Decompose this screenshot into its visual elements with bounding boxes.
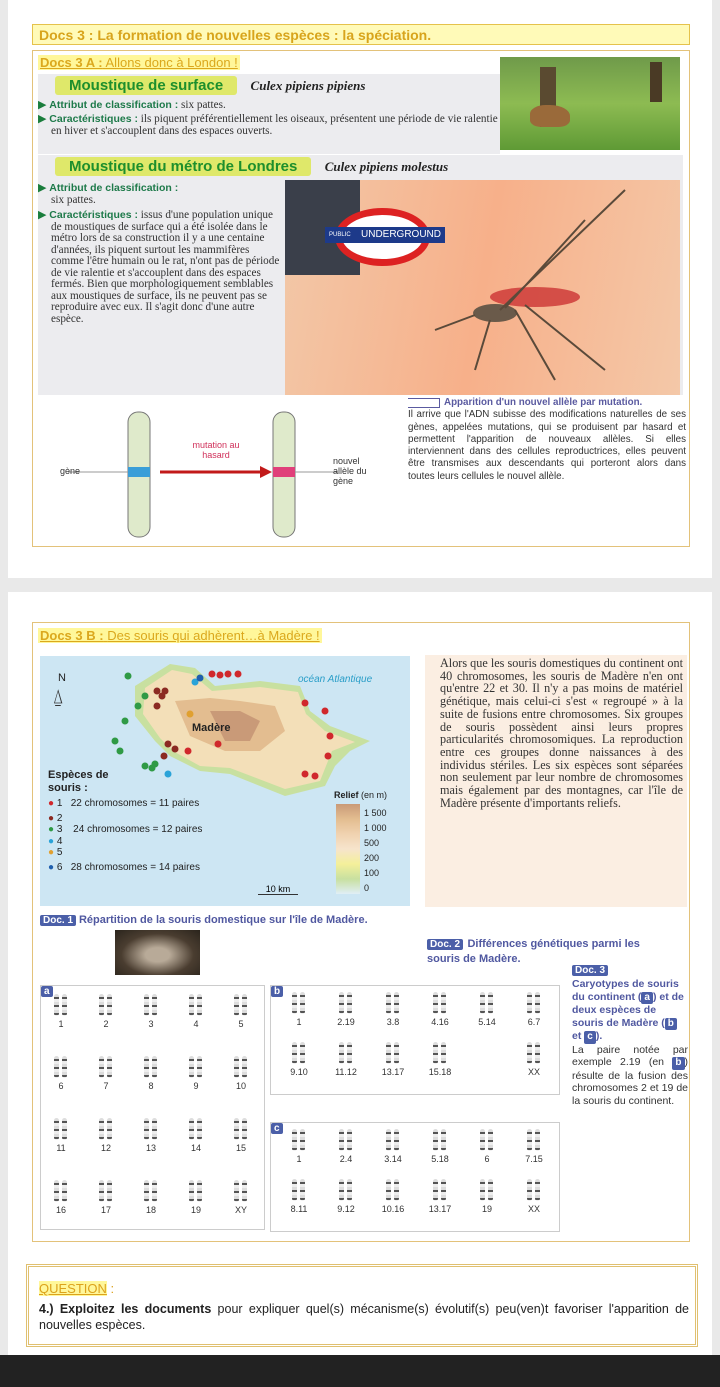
chromosome-label: 2.19 bbox=[337, 1017, 355, 1027]
mosquito-icon bbox=[285, 180, 680, 395]
species-1-site-dot bbox=[185, 748, 192, 755]
chromosome-label: XX bbox=[527, 1204, 540, 1214]
docs-3a-heading: Docs 3 A : Allons donc à London ! bbox=[40, 55, 238, 70]
species-1-site-dot bbox=[312, 773, 319, 780]
chromosome-pair bbox=[52, 1118, 70, 1140]
species-1-site-dot bbox=[327, 733, 334, 740]
chromosome-label: 13.17 bbox=[428, 1204, 452, 1214]
chromosome-pair bbox=[187, 1118, 205, 1140]
species-2-site-dot bbox=[154, 703, 161, 710]
mutation-arrow-label: mutation au hasard bbox=[192, 440, 240, 460]
bullet-icon: ▶ bbox=[38, 113, 47, 125]
chromosome-pair bbox=[337, 1129, 355, 1151]
chromosome-pair bbox=[337, 1042, 355, 1064]
chromosome-label: 13 bbox=[145, 1143, 156, 1153]
chromosome-pair bbox=[97, 1180, 115, 1202]
chromosome-pair bbox=[232, 1118, 250, 1140]
gene-label: gène bbox=[60, 466, 81, 476]
chromosome-label: 6 bbox=[484, 1154, 490, 1164]
species-2-site-dot bbox=[165, 741, 172, 748]
chromosome-label: 3.8 bbox=[386, 1017, 400, 1027]
species-legend: ● 1 22 chromosomes = 11 paires ● 2 ● 3 24 chromosomes = 12 paires ● 4 ● 5 ● 6 28 chromosomes = 14 paires bbox=[48, 798, 203, 873]
document-title: Docs 3 : La formation de nouvelles espèces : la spéciation. bbox=[32, 24, 690, 45]
chromosome-pair bbox=[232, 994, 250, 1016]
species-1-site-dot bbox=[235, 671, 242, 678]
chromosome-label: 11 bbox=[56, 1143, 66, 1153]
chromosome-pair bbox=[142, 1056, 160, 1078]
chromosome-label: 3.14 bbox=[384, 1154, 402, 1164]
metro-title: Moustique du métro de Londres bbox=[55, 157, 311, 176]
madeira-map bbox=[40, 656, 410, 906]
chromosome-pair bbox=[478, 1179, 496, 1201]
park-deer-photo bbox=[500, 57, 680, 150]
chromosome-label: 17 bbox=[100, 1205, 111, 1215]
surface-attr: ▶ Attribut de classification : six pattes. bbox=[38, 99, 226, 111]
species-1-site-dot bbox=[325, 753, 332, 760]
species-1-site-dot bbox=[302, 771, 309, 778]
madeira-text: Alors que les souris domestiques du continent ont 40 chromosomes, les souris de Madère n'en ont qu'entre 22 et 30. Il n'y a pas moins de matériel génétique, mais celui-ci s'est « regroupé » à la suite de fusions entre chromosomes. Six groupes de souris possèdent ainsi leurs propres particularités chromosomiques. La reproduction entre ces groupes donne naissances à des individus stériles. Les six espèces sont séparées non seulement par leur nombre de chromosomes mais également par des montagnes, car l'île de Madère présente d'importants reliefs. bbox=[425, 655, 687, 907]
chromosome-pair bbox=[525, 1042, 543, 1064]
species-3-site-dot bbox=[135, 703, 142, 710]
north-label: N bbox=[58, 672, 66, 684]
chromosome-pair bbox=[525, 1179, 543, 1201]
chromosome-pair bbox=[232, 1056, 250, 1078]
chromosome-pair bbox=[232, 1180, 250, 1202]
chromosome-label: 2.4 bbox=[339, 1154, 353, 1164]
bullet-icon: ▶ bbox=[38, 99, 47, 111]
chromosome-pair bbox=[384, 1042, 402, 1064]
chromosome-pair bbox=[431, 992, 449, 1014]
chromosome-pair bbox=[52, 994, 70, 1016]
chromosome-label: 1 bbox=[296, 1017, 302, 1027]
chromosome-label: 6.7 bbox=[527, 1017, 541, 1027]
karyotype-a: a 1 2 3 4 5 6 7 8 9 10 11 12 13 14 15 16 17 18 19 XY bbox=[40, 985, 265, 1230]
chromosome-label: XX bbox=[527, 1067, 540, 1077]
chromosome-pair bbox=[384, 1179, 402, 1201]
doc1-caption: Doc. 1 Répartition de la souris domestique sur l'île de Madère. bbox=[40, 914, 368, 926]
species-6-site-dot bbox=[197, 675, 204, 682]
chromosome-pair bbox=[290, 1179, 308, 1201]
chromosome-label: 12 bbox=[100, 1143, 111, 1153]
chromosome-pair bbox=[431, 1179, 449, 1201]
surface-latin: Culex pipiens pipiens bbox=[250, 78, 366, 93]
chromosome-pair bbox=[290, 1042, 308, 1064]
species-1-site-dot bbox=[322, 708, 329, 715]
chromosome-pair bbox=[187, 994, 205, 1016]
species-1-site-dot bbox=[215, 741, 222, 748]
ocean-label: océan Atlantique bbox=[298, 674, 373, 685]
chromosome-label: 9 bbox=[193, 1081, 199, 1091]
chromosome-label: 7.15 bbox=[525, 1154, 543, 1164]
allele-label: nouvel allèle du gène bbox=[333, 456, 367, 486]
species-4-site-dot bbox=[165, 771, 172, 778]
chromosome-label: 19 bbox=[190, 1205, 201, 1215]
species-3-site-dot bbox=[142, 763, 149, 770]
species-1-site-dot bbox=[225, 671, 232, 678]
chromosome-label: 2 bbox=[103, 1019, 109, 1029]
docs-3b-heading: Docs 3 B : Des souris qui adhèrent…à Madère ! bbox=[40, 628, 320, 643]
chromosome-pair bbox=[478, 992, 496, 1014]
chromosome-pair bbox=[142, 1118, 160, 1140]
island-label: Madère bbox=[192, 722, 231, 734]
chromosome-label: 11.12 bbox=[335, 1067, 357, 1077]
chromosome-pair bbox=[290, 992, 308, 1014]
species-1-site-dot bbox=[217, 672, 224, 679]
question-label: QUESTION bbox=[39, 1281, 107, 1296]
relief-values: 1 500 1 000 500 200 100 0 bbox=[364, 808, 387, 893]
question-text: 4.) Exploitez les documents pour expliquer quel(s) mécanisme(s) évolutif(s) peu(ven)t favoriser l'apparition de nouvelles espèces. bbox=[39, 1302, 689, 1332]
chromosome-pair bbox=[478, 1129, 496, 1151]
chromosome-label: 14 bbox=[190, 1143, 201, 1153]
chromosome-label: 7 bbox=[103, 1081, 109, 1091]
species-3-site-dot bbox=[117, 748, 124, 755]
underground-sign: UNDERGROUND bbox=[361, 229, 441, 240]
chromosome-pair bbox=[97, 1118, 115, 1140]
species-1-site-dot bbox=[302, 700, 309, 707]
chromosome-label: 8 bbox=[148, 1081, 154, 1091]
doc2-caption: Doc. 2 Différences génétiques parmi les souris de Madère. bbox=[427, 938, 640, 965]
scale-bar: 10 km bbox=[258, 884, 298, 895]
compass-icon: ⍙ bbox=[52, 686, 64, 708]
mutation-text: Apparition d'un nouvel allèle par mutation. Il arrive que l'ADN subisse des modifications naturelles de ses gènes, appelées mutations, qui se produisent par hasard et permettent l'apparition de nouveaux allèles. Si elles interviennent dans des cellules reproductrices, elles peuvent être transmises aux descendants qui porteront alors dans toutes leurs cellules le nouvel allèle. bbox=[408, 397, 686, 482]
metro-car: ▶ Caractéristiques : issus d'une population unique de moustiques de surface qui a été isolée dans le métro lors de sa construction il y a une centaine d'années, ils piquent surtout les mammifères comme l'être humain ou le rat, n'ont pas de période de vie ralentie et s'accouplent dans des espaces fermés. Bien que morphologiquement semblables aux moustiques de surface, ils ne peuvent pas se reproduire avec eux. Il s'agit donc d'une autre espèce. bbox=[38, 209, 280, 325]
chromosome-label: 3 bbox=[148, 1019, 154, 1029]
legend-title: Espèces de souris : bbox=[48, 769, 109, 794]
chromosome-label: 13.17 bbox=[381, 1067, 405, 1077]
chromosome-pair bbox=[337, 1179, 355, 1201]
chromosome-label: 10 bbox=[235, 1081, 246, 1091]
species-2-site-dot bbox=[154, 688, 161, 695]
mouse-photo bbox=[115, 930, 200, 975]
chromosome-label: 19 bbox=[481, 1204, 492, 1214]
surface-title: Moustique de surface bbox=[55, 76, 237, 95]
chromosome-pair bbox=[525, 992, 543, 1014]
species-3-site-dot bbox=[122, 718, 129, 725]
species-3-site-dot bbox=[142, 693, 149, 700]
chromosome-label: 1 bbox=[296, 1154, 302, 1164]
chromosome-label: 18 bbox=[145, 1205, 156, 1215]
surface-car: ▶ Caractéristiques : ils piquent préférentiellement les oiseaux, présentent une période de vie ralentie en hiver et s'accouplent dans des espaces ouverts. bbox=[38, 113, 498, 137]
chromosome-label: 10.16 bbox=[381, 1204, 405, 1214]
chromosome-pair bbox=[97, 1056, 115, 1078]
doc3-caption: Doc. 3 Caryotypes de souris du continent ( a ) et de deux espèces de souris de Madère ( b et c ). La paire notée par exemple 2.19 (en b ) résulte de la fusion des chromosomes 2 et 19 de la souris du continent. bbox=[572, 965, 688, 1107]
metro-attr: ▶ Attribut de classification : six pattes. bbox=[38, 182, 179, 206]
chromosome-pair bbox=[142, 1180, 160, 1202]
relief-title: Relief (en m) bbox=[334, 790, 388, 800]
chromosome-pair bbox=[52, 1056, 70, 1078]
chromosome-pair bbox=[337, 992, 355, 1014]
chromosome-label: 5 bbox=[238, 1019, 244, 1029]
chromosome-pair bbox=[187, 1056, 205, 1078]
species-2-site-dot bbox=[172, 746, 179, 753]
mosquito-photo bbox=[285, 180, 680, 395]
sign-public: PUBLIC bbox=[329, 232, 351, 238]
chromosome-pair bbox=[384, 992, 402, 1014]
karyotype-b: b 1 2.19 3.8 4.16 5.14 6.7 9.10 11.12 13.17 15.18 XX bbox=[270, 985, 560, 1095]
chromosome-pair bbox=[384, 1129, 402, 1151]
chromosome-label: 8.11 bbox=[290, 1204, 308, 1214]
chromosome-label: 4.16 bbox=[431, 1017, 449, 1027]
bottom-bar bbox=[0, 1355, 720, 1387]
chromosome-pair bbox=[97, 994, 115, 1016]
chromosome-pair bbox=[142, 994, 160, 1016]
chromosome-label: 4 bbox=[193, 1019, 199, 1029]
chromosome-pair bbox=[187, 1180, 205, 1202]
chromosome-pair bbox=[52, 1180, 70, 1202]
chromosome-label: 9.10 bbox=[290, 1067, 308, 1077]
chromosome-label: 15 bbox=[235, 1143, 246, 1153]
karyotype-c: c 1 2.4 3.14 5.18 6 7.15 8.11 9.12 10.16 13.17 19 XX bbox=[270, 1122, 560, 1232]
species-3-site-dot bbox=[112, 738, 119, 745]
chromosome-label: 16 bbox=[55, 1205, 66, 1215]
species-2-site-dot bbox=[162, 688, 169, 695]
chromosome-pair bbox=[431, 1042, 449, 1064]
relief-scale bbox=[336, 804, 360, 894]
chromosome-label: 1 bbox=[58, 1019, 64, 1029]
species-3-site-dot bbox=[152, 761, 159, 768]
chromosome-label: 9.12 bbox=[337, 1204, 355, 1214]
species-2-site-dot bbox=[161, 753, 168, 760]
chromosome-label: 6 bbox=[58, 1081, 64, 1091]
species-1-site-dot bbox=[209, 671, 216, 678]
species-3-site-dot bbox=[125, 673, 132, 680]
chromosome-label: 5.14 bbox=[478, 1017, 496, 1027]
chromosome-pair bbox=[290, 1129, 308, 1151]
chromosome-pair bbox=[525, 1129, 543, 1151]
question-box: QUESTION : 4.) Exploitez les documents pour expliquer quel(s) mécanisme(s) évolutif(s) peu(ven)t favoriser l'apparition de nouvelles espèces. bbox=[26, 1264, 698, 1347]
chromosome-pair bbox=[431, 1129, 449, 1151]
chromosome-label: 5.18 bbox=[431, 1154, 449, 1164]
metro-latin: Culex pipiens molestus bbox=[324, 159, 449, 174]
species-5-site-dot bbox=[187, 711, 194, 718]
chromosome-label: XY bbox=[234, 1205, 247, 1215]
chromosome-label: 15.18 bbox=[428, 1067, 452, 1077]
